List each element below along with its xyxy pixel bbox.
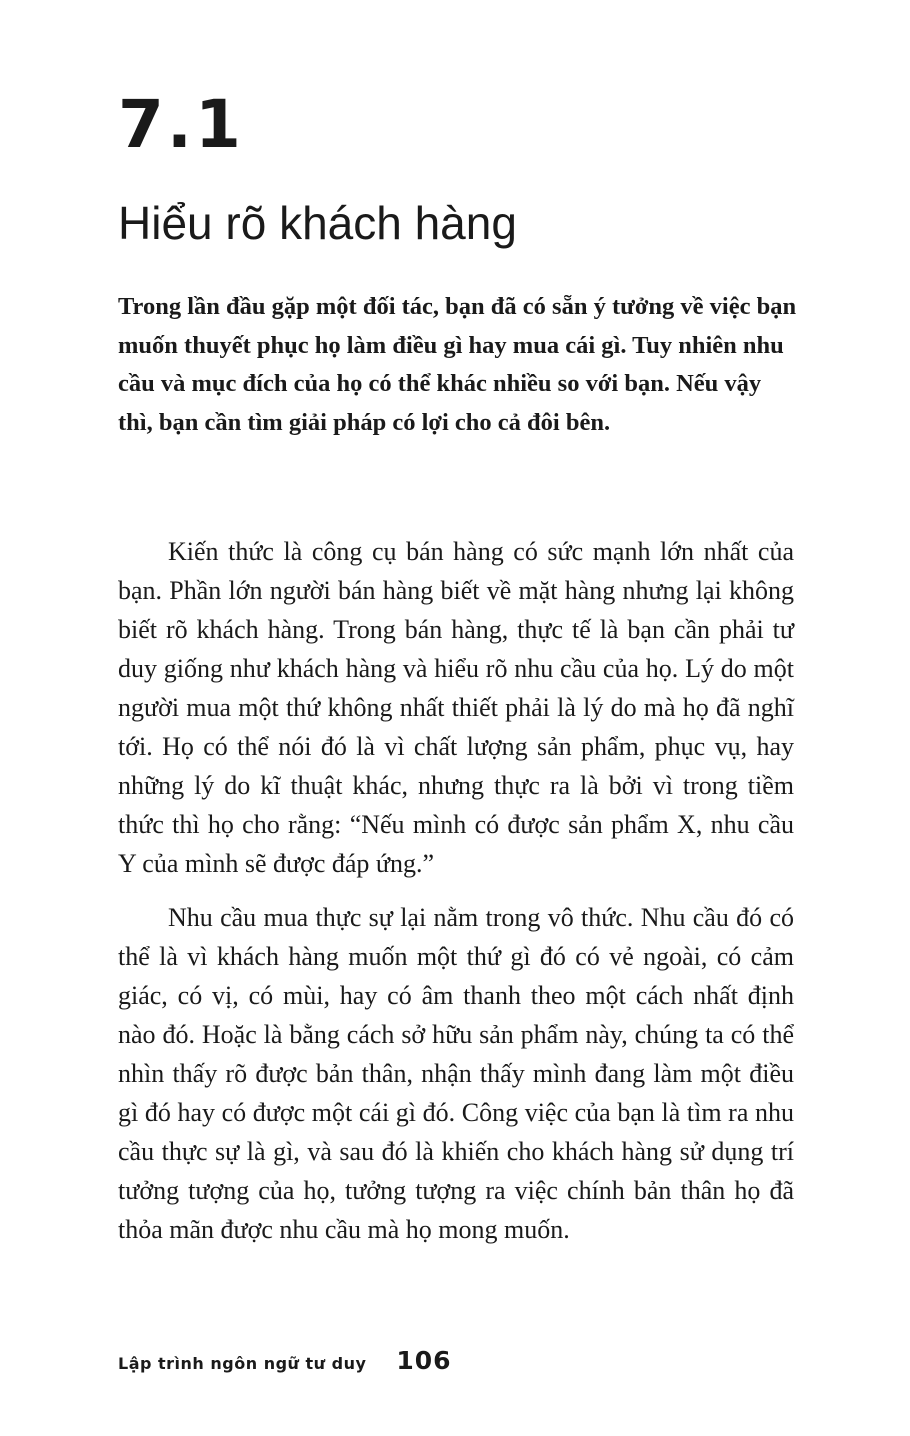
body-text xyxy=(118,532,794,1264)
page-number: 106 xyxy=(396,1346,452,1375)
running-title-part1: Lập trình xyxy=(118,1354,205,1373)
running-title-part2: ngôn ngữ tư duy xyxy=(210,1354,367,1373)
lead-paragraph: Trong lần đầu gặp một đối tác, bạn đã có sẵn ý tưởng về việc bạn muốn thuyết phục họ làm điều gì hay mua cái gì. Tuy nhiên nhu cầu và mục đích của họ có thể khác nhiều so với bạn. Nếu vậy thì, bạn cần tìm giải pháp có lợi cho cả đôi bên. xyxy=(118,293,797,436)
section-title: Hiểu rõ khách hàng xyxy=(118,197,517,249)
section-number: 7.1 xyxy=(118,86,244,163)
page-footer xyxy=(118,1346,452,1375)
body-paragraph: Kiến thức là công cụ bán hàng có sức mạnh lớn nhất của bạn. Phần lớn người bán hàng biết về mặt hàng nhưng lại không biết rõ khách hàng. Trong bán hàng, thực tế là bạn cần phải tư duy giống như khách hàng và hiểu rõ nhu cầu của họ. Lý do một người mua một thứ không nhất thiết phải là lý do mà họ đã nghĩ tới. Họ có thể nói đó là vì chất lượng sản phẩm, phục vụ, hay những lý do kĩ thuật khác, nhưng thực ra là bởi vì trong tiềm thức thì họ cho rằng: “Nếu mình có được sản phẩm X, nhu cầu Y của mình sẽ được đáp ứng.” xyxy=(118,537,794,878)
body-paragraph: Nhu cầu mua thực sự lại nằm trong vô thức. Nhu cầu đó có thể là vì khách hàng muốn một thứ gì đó có vẻ ngoài, có cảm giác, có vị, có mùi, hay có âm thanh theo một cách nhất định nào đó. Hoặc là bằng cách sở hữu sản phẩm này, chúng ta có thể nhìn thấy rõ được bản thân, nhận thấy mình đang làm một điều gì đó hay có được một cái gì đó. Công việc của bạn là tìm ra nhu cầu thực sự là gì, và sau đó là khiến cho khách hàng sử dụng trí tưởng tượng của họ, tưởng tượng ra việc chính bản thân họ đã thỏa mãn được nhu cầu mà họ mong muốn. xyxy=(118,903,794,1244)
running-title xyxy=(118,1354,366,1373)
